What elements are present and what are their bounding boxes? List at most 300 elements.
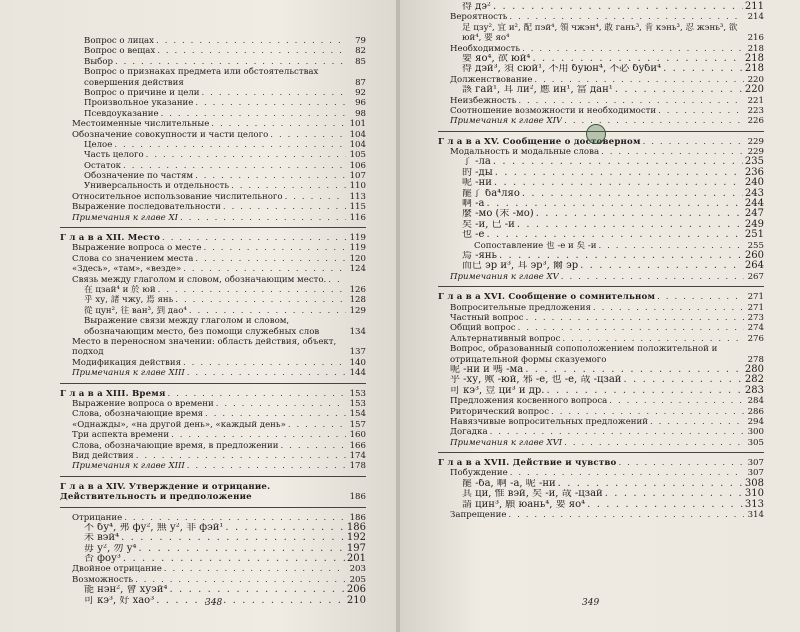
dot-leader (187, 461, 346, 471)
toc-entry (60, 119, 366, 129)
toc-entry-title: Относительное использование числительного (72, 191, 283, 202)
dot-leader (558, 479, 743, 489)
toc-entry-page: 107 (349, 171, 366, 182)
toc-entry-page: 186 (349, 492, 366, 503)
toc-entry (60, 46, 366, 56)
dot-leader (518, 96, 744, 106)
toc-entry-title: 啊 -а (462, 199, 485, 210)
toc-entry-page: 206 (346, 584, 366, 596)
dot-leader (522, 44, 744, 54)
toc-entry (60, 461, 366, 471)
toc-entry-page: 247 (744, 208, 764, 220)
toc-entry-page: 203 (349, 564, 366, 575)
toc-entry (438, 272, 764, 282)
dot-leader (487, 199, 743, 209)
toc-entry (438, 344, 764, 365)
toc-entry-page: 120 (349, 253, 366, 264)
toc-entry (438, 96, 764, 106)
toc-entry (438, 168, 764, 178)
toc-entry (438, 417, 764, 427)
toc-entry-title: 從 цун², 往 ван³, 到 дао⁴ (84, 305, 187, 316)
toc-entry-page: 294 (747, 416, 764, 427)
toc-entry (438, 106, 764, 116)
toc-entry-page: 300 (747, 427, 764, 438)
toc-entry-page: 313 (744, 498, 764, 510)
toc-entry-title: Выражение последовательности (72, 202, 221, 213)
toc-entry-title: Примечания к главе XVI (450, 437, 563, 448)
toc-chapter-heading (438, 458, 764, 468)
toc-entry (438, 209, 764, 219)
toc-entry-page: 244 (744, 198, 764, 210)
dot-leader (657, 292, 744, 302)
toc-entry (60, 430, 366, 440)
dot-leader (187, 368, 346, 378)
dot-leader (270, 130, 346, 140)
dot-leader (518, 323, 744, 333)
dot-leader (123, 554, 345, 564)
dot-leader (169, 585, 344, 595)
toc-entry-title: Целое (84, 139, 113, 150)
toc-entry (60, 36, 366, 46)
dot-leader (494, 178, 743, 188)
toc-entry (438, 313, 764, 323)
toc-entry (60, 441, 366, 451)
dot-leader (156, 596, 345, 606)
toc-entry (60, 544, 366, 554)
toc-entry-page: 166 (349, 440, 366, 451)
toc-entry-title: Вопрос о вещах (84, 46, 156, 57)
toc-entry-title: 未 вэй⁴ (84, 533, 120, 544)
dot-leader (202, 88, 346, 98)
toc-entry (60, 409, 366, 419)
dot-leader (139, 544, 345, 554)
toc-entry-page: 216 (747, 33, 764, 44)
toc-entry-title: Три аспекта времени (72, 430, 170, 441)
right-toc-column (438, 2, 764, 520)
toc-entry (438, 44, 764, 54)
toc-entry (60, 575, 366, 585)
dot-leader (114, 140, 346, 150)
toc-entry-page: 221 (747, 95, 764, 106)
dot-leader (156, 36, 346, 46)
toc-entry (60, 564, 366, 574)
toc-entry (438, 2, 764, 12)
toc-entry-title: Г л а в а XII. Место (60, 233, 161, 244)
toc-entry (60, 171, 366, 181)
dot-leader (121, 533, 345, 543)
library-stamp-icon (586, 124, 606, 144)
toc-entry (438, 220, 764, 230)
dot-leader (526, 313, 744, 323)
toc-entry-title: Догадка (450, 427, 488, 438)
dot-leader (593, 303, 744, 313)
toc-entry-page: 229 (747, 147, 764, 158)
dot-leader (564, 438, 744, 448)
dot-leader (183, 358, 346, 368)
toc-entry-title: Побуждение (450, 468, 508, 479)
toc-entry (438, 510, 764, 520)
dot-leader (486, 230, 742, 240)
toc-entry (438, 438, 764, 448)
toc-entry-page: 305 (747, 437, 764, 448)
dot-leader (189, 306, 346, 316)
toc-entry-title: Примечания к главе XIV (450, 116, 563, 127)
toc-entry-page: 255 (747, 240, 764, 251)
dot-leader (205, 409, 346, 419)
toc-entry-title: 得 дэй³, 須 сюй¹, 不用 буюн⁴, 不必 буби⁴ (462, 64, 662, 75)
toc-entry-page: 274 (747, 323, 764, 334)
dot-leader (587, 500, 743, 510)
dot-leader (618, 458, 744, 468)
toc-entry-title: Слова, обозначающие время (72, 409, 204, 420)
toc-entry (438, 468, 764, 478)
toc-entry (438, 334, 764, 344)
dot-leader (580, 261, 743, 271)
toc-entry (60, 264, 366, 274)
toc-entry (438, 489, 764, 499)
toc-entry-page: 226 (747, 116, 764, 127)
dot-leader (168, 389, 346, 399)
toc-entry-page: 273 (747, 312, 764, 323)
toc-entry (438, 407, 764, 417)
toc-entry-page: 286 (747, 406, 764, 417)
toc-entry-page: 267 (747, 271, 764, 282)
toc-entry (60, 451, 366, 461)
toc-entry-title: 罷了 ба⁴ляо (462, 188, 520, 199)
toc-entry-title: Частный вопрос (450, 312, 524, 323)
toc-entry-title: 的 -ды (462, 167, 493, 178)
toc-entry-page: 119 (349, 233, 366, 244)
dot-leader (195, 171, 346, 181)
toc-entry-title: Псевдоуказание (84, 108, 159, 119)
toc-entry (60, 523, 366, 533)
toc-entry-title: 也 -е (462, 230, 485, 241)
toc-entry (438, 178, 764, 188)
toc-entry-page: 104 (349, 129, 366, 140)
dot-leader (561, 272, 744, 282)
toc-entry (60, 399, 366, 409)
dot-leader (551, 407, 744, 417)
dot-leader (161, 109, 346, 119)
toc-entry-page: 140 (349, 357, 366, 368)
toc-entry (438, 64, 764, 74)
toc-entry-page: 197 (346, 542, 366, 554)
left-page-number: 348 (205, 598, 223, 608)
toc-entry-page: 129 (349, 305, 366, 316)
toc-entry (60, 368, 366, 378)
toc-entry-title: Г л а в а XIII. Время (60, 388, 166, 399)
dot-leader (663, 64, 743, 74)
dot-leader (605, 489, 743, 499)
dot-leader (615, 85, 743, 95)
dot-leader (623, 375, 742, 385)
toc-entry (60, 57, 366, 67)
toc-entry-page: 101 (349, 119, 366, 130)
dot-leader (598, 241, 744, 251)
toc-entry-title: Вопрос, образованный сопоположением положительной и отрицательной формы сказуемого (450, 344, 718, 365)
toc-entry-title: Соотношение возможности и необходимости (450, 105, 657, 116)
dot-leader (546, 386, 742, 396)
dot-leader (158, 285, 346, 295)
toc-entry (438, 479, 764, 489)
toc-entry-page: 178 (349, 461, 366, 472)
toc-entry-page: 186 (346, 521, 366, 533)
toc-entry (60, 285, 366, 295)
toc-entry-title: Долженствование (450, 74, 533, 85)
toc-entry-page: 243 (744, 187, 764, 199)
toc-entry-title: 足 цзу², 宜 и², 配 пэй⁴, 領 чжэн⁴, 敢 гань³, 肯 кэнь³, 忍 жэнь³, 欲 юй⁴, 要 яо⁴ (462, 22, 738, 44)
toc-entry-title: Модификация действия (72, 357, 182, 368)
toc-entry-title: Вопросительные предложения (450, 302, 591, 313)
toc-entry-title: Выражение вопроса о месте (72, 243, 202, 254)
toc-entry (60, 243, 366, 253)
toc-entry-page: 249 (744, 218, 764, 230)
toc-entry-title: Выражение связи между глаголом и словом, обозначающим место, без помощи служебных слов (84, 316, 320, 337)
toc-entry-page: 280 (744, 363, 764, 375)
toc-entry-page: 153 (349, 398, 366, 409)
toc-chapter-heading (438, 292, 764, 302)
toc-entry-title: Выбор (84, 56, 114, 67)
toc-entry-title: Предложения косвенного вопроса (450, 396, 608, 407)
toc-entry-title: Модальность и модальные слова (450, 147, 600, 158)
toc-entry-title: Слова, обозначающие время, в предложении (72, 440, 279, 451)
toc-entry-title: Примечания к главе XIII (72, 461, 185, 472)
toc-chapter-heading (60, 233, 366, 243)
toc-entry (438, 386, 764, 396)
toc-entry-title: Двойное отрицание (72, 564, 162, 575)
toc-entry-title: Сопоставление 也 -е и 矣 -и (474, 240, 597, 251)
dot-leader (536, 209, 743, 219)
toc-entry-page: 174 (349, 450, 366, 461)
toc-entry-page: 284 (747, 396, 764, 407)
dot-leader (658, 106, 744, 116)
dot-leader (522, 189, 743, 199)
toc-entry (438, 241, 764, 251)
toc-entry (60, 88, 366, 98)
dot-leader (195, 98, 346, 108)
toc-entry-title: Общий вопрос (450, 323, 516, 334)
toc-entry (438, 427, 764, 437)
toc-entry-title: 在 цзай⁴ и 於 юй (84, 285, 156, 295)
toc-entry-page: 211 (744, 0, 764, 12)
dot-leader (643, 137, 744, 147)
toc-entry-page: 160 (349, 430, 366, 441)
toc-entry-title: 該 гай¹, 耳 ли², 應 ин¹, 當 дан¹ (462, 85, 613, 96)
toc-entry-page: 260 (744, 250, 764, 261)
section-divider (60, 227, 366, 228)
toc-entry-title: 罷 -ба, 啊 -а, 呢 -ни (462, 478, 556, 489)
dot-leader (157, 46, 346, 56)
toc-entry (438, 54, 764, 64)
toc-entry (60, 150, 366, 160)
toc-entry-title: 不 бу⁴, 弗 фу², 無 у², 非 фэй¹ (84, 522, 224, 533)
toc-entry-page: 110 (349, 181, 366, 192)
dot-leader (328, 275, 346, 285)
dot-leader (532, 54, 742, 64)
dot-leader (183, 264, 346, 274)
toc-entry-page: 157 (349, 419, 366, 430)
toc-entry-page: 116 (349, 212, 366, 223)
dot-leader (650, 417, 744, 427)
dot-leader (609, 396, 744, 406)
toc-entry-title: 毋 у², 勿 у⁴ (84, 543, 137, 554)
toc-entry-page: 310 (744, 488, 764, 500)
toc-entry-title: 焉 -янь (462, 251, 497, 261)
toc-entry-title: Вид действия (72, 450, 134, 461)
toc-entry-page: 271 (747, 302, 764, 313)
toc-entry-title: 乎 ху, 諸 чжу, 焉 янь (84, 295, 174, 306)
toc-entry-page: 119 (349, 243, 366, 254)
toc-entry-page: 128 (349, 295, 366, 306)
toc-entry-page: 278 (747, 354, 764, 365)
left-toc-column (60, 36, 366, 606)
toc-entry-title: Вопрос о признаках предмета или обстоятельствах совершения действия (84, 67, 319, 88)
dot-leader (508, 510, 744, 520)
toc-entry-title: 能 нэн², 會 хуэй⁴ (84, 585, 168, 596)
right-page (400, 0, 800, 632)
dot-leader (499, 251, 743, 261)
toc-entry-page: 314 (747, 510, 764, 521)
toc-entry (60, 213, 366, 223)
toc-entry-page: 82 (355, 46, 366, 57)
toc-entry-page: 264 (744, 260, 764, 272)
toc-entry-title: «Здесь», «там», «везде» (72, 264, 182, 275)
right-page-number: 349 (582, 598, 600, 608)
dot-leader (288, 420, 346, 430)
toc-entry-title: «Однажды», «на другой день», «каждый день» (72, 419, 286, 430)
toc-entry-page: 85 (355, 56, 366, 67)
toc-entry-title: Обозначение совокупности и части целого (72, 129, 269, 140)
toc-entry (60, 337, 366, 358)
toc-entry-page: 192 (346, 532, 366, 544)
dot-leader (493, 2, 743, 12)
toc-entry-page: 251 (744, 229, 764, 241)
section-divider (60, 476, 366, 477)
toc-entry (60, 420, 366, 430)
dot-leader (510, 468, 744, 478)
toc-entry (60, 358, 366, 368)
toc-entry-title: Связь между глаголом и словом, обозначающим место. (72, 274, 327, 285)
toc-entry-title: Риторический вопрос (450, 406, 550, 417)
toc-entry-title: 得 дэ² (462, 1, 491, 12)
toc-entry-title: Г л а в а XV. Сообщение о достоверном (438, 136, 641, 147)
toc-chapter-heading (60, 389, 366, 399)
toc-entry-page: 126 (349, 285, 366, 295)
toc-entry (60, 109, 366, 119)
toc-chapter-heading (60, 482, 366, 503)
toc-entry-page: 218 (744, 52, 764, 64)
dot-leader (135, 575, 346, 585)
toc-entry-page: 186 (349, 512, 366, 523)
toc-entry-title: Г л а в а XVII. Действие и чувство (438, 458, 617, 469)
toc-entry (60, 585, 366, 595)
toc-entry (438, 12, 764, 22)
toc-entry (60, 130, 366, 140)
toc-entry-title: Навязчивые вопросительных предложений (450, 416, 648, 427)
toc-entry (60, 295, 366, 305)
dot-leader (162, 233, 346, 243)
toc-entry-title: Местоименные числительные (72, 119, 210, 130)
toc-entry (60, 161, 366, 171)
toc-entry-page: 124 (349, 264, 366, 275)
toc-entry-title: Примечания к главе XV (450, 271, 559, 282)
toc-entry (438, 365, 764, 375)
toc-entry-page: 79 (355, 35, 366, 46)
dot-leader (225, 523, 344, 533)
dot-leader (601, 147, 744, 157)
dot-leader (136, 451, 346, 461)
section-divider (438, 286, 764, 287)
dot-leader (525, 365, 743, 375)
toc-entry-page: 137 (349, 347, 366, 358)
dot-leader (175, 295, 346, 305)
toc-entry-title: Универсальность и отдельность (84, 181, 230, 192)
toc-entry (60, 533, 366, 543)
toc-entry (438, 375, 764, 385)
dot-leader (281, 441, 347, 451)
section-divider (60, 507, 366, 508)
toc-entry (438, 158, 764, 168)
dot-leader (171, 430, 346, 440)
toc-entry (60, 182, 366, 192)
toc-entry-page: 307 (747, 468, 764, 479)
toc-entry-page: 134 (349, 326, 366, 337)
toc-entry-title: 請 цин³, 願 юань⁴, 要 яо⁴ (462, 499, 586, 510)
toc-entry (438, 189, 764, 199)
toc-entry-title: Г л а в а XIV. Утверждение и отрицание. Действительность и предположение (60, 481, 271, 503)
toc-entry-page: 223 (747, 105, 764, 116)
dot-leader (223, 202, 346, 212)
toc-entry-page: 271 (747, 292, 764, 303)
dot-leader (534, 75, 744, 85)
toc-entry-title: 可 кэ³, 好 хао³ (84, 595, 155, 606)
toc-entry-title: Примечания к главе XIII (72, 368, 185, 379)
toc-entry-page: 240 (744, 177, 764, 189)
toc-entry-title: Примечания к главе XI (72, 212, 178, 223)
toc-entry (438, 323, 764, 333)
dot-leader (517, 220, 743, 230)
dot-leader (490, 427, 744, 437)
toc-entry-page: 220 (747, 74, 764, 85)
toc-entry (60, 202, 366, 212)
toc-entry (438, 303, 764, 313)
toc-entry-title: Неизбежность (450, 95, 517, 106)
toc-entry-title: 了 -ла (462, 157, 491, 168)
toc-entry-page: 104 (349, 139, 366, 150)
toc-entry (60, 254, 366, 264)
toc-entry-title: Отрицание (72, 512, 123, 523)
toc-entry-title: 麼 -мо (末 -мо) (462, 209, 534, 220)
dot-leader (164, 564, 346, 574)
toc-entry-title: 否 фоу³ (84, 554, 121, 565)
dot-leader (211, 119, 346, 129)
toc-entry (60, 513, 366, 523)
toc-entry (438, 261, 764, 271)
toc-entry-title: Г л а в а XVI. Сообщение о сомнительном (438, 292, 656, 303)
toc-entry-page: 220 (744, 84, 764, 96)
left-page (0, 0, 398, 632)
dot-leader (285, 192, 346, 202)
toc-entry (438, 230, 764, 240)
toc-entry-page: 276 (747, 333, 764, 344)
toc-entry-page: 307 (747, 458, 764, 469)
toc-entry (438, 85, 764, 95)
toc-entry-page: 229 (747, 136, 764, 147)
toc-entry (60, 140, 366, 150)
toc-entry-page: 92 (355, 87, 366, 98)
toc-entry-title: Альтернативный вопрос (450, 333, 561, 344)
toc-entry-title: 矣 -и, 已 -и (462, 219, 515, 230)
